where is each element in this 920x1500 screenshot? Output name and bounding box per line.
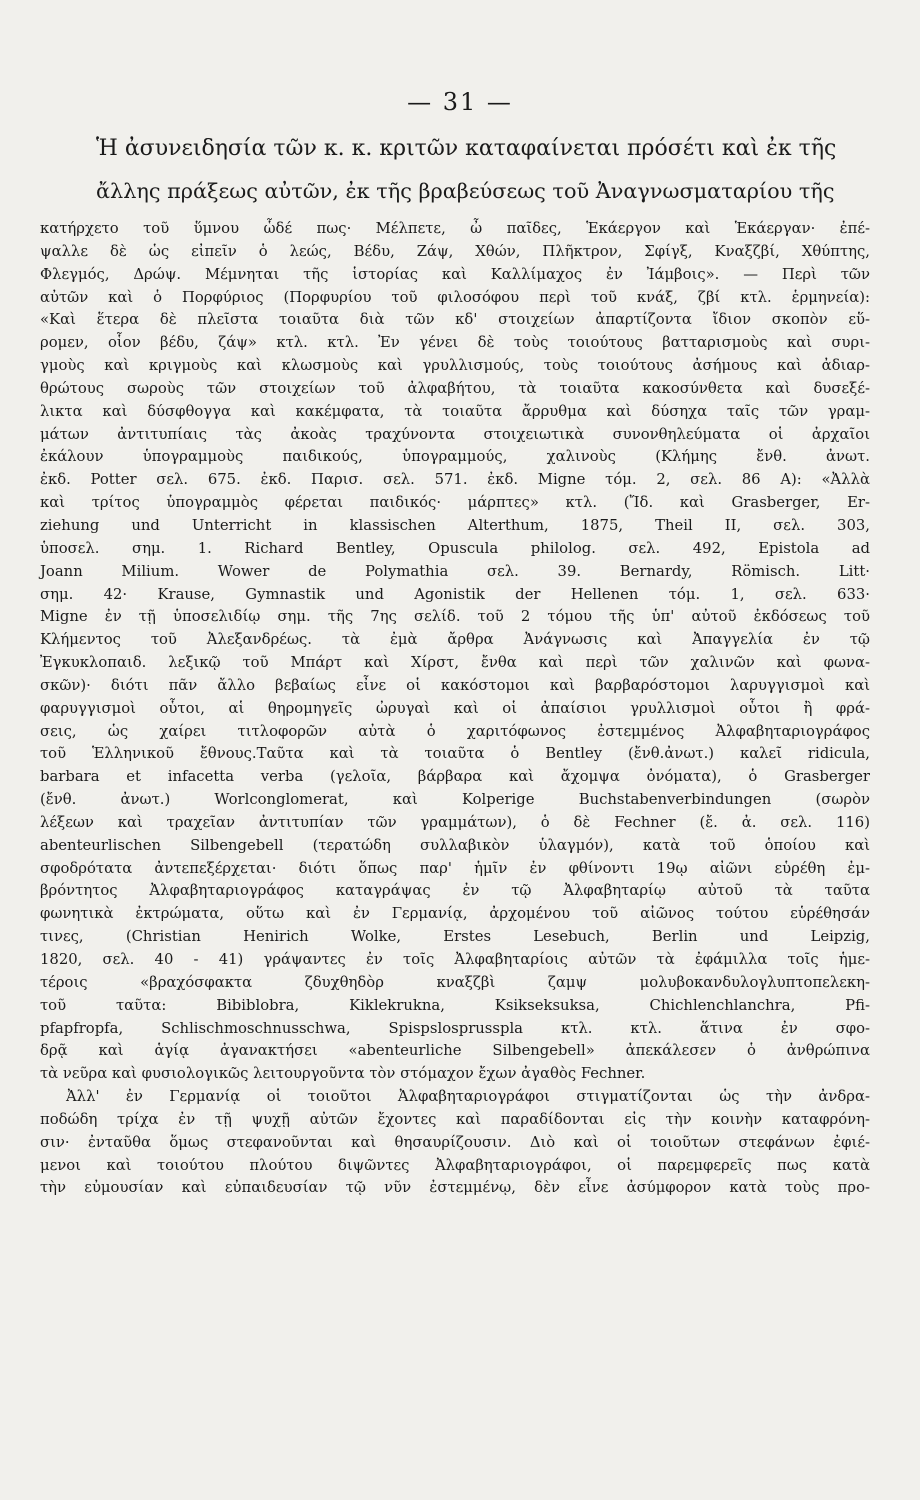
footnote-line: φαρυγγισμοὶ οὗτοι, αἱ θηρομηγεῖς ὠρυγαὶ καὶ οἱ ἀπαίσιοι γρυλλισμοὶ οὗτοι ἢ φρά- (40, 699, 870, 717)
footnote-line: barbara et infacetta verba (γελοῖα, βάρβαρα καὶ ἄχομψα ὀνόματα), ὁ Grasberger (40, 768, 870, 786)
footnote-line: λικτα καὶ δύσφθογγα καὶ κακέμφατα, τὰ τοιαῦτα ἄρρυθμα καὶ δύσηχα ταῖς τῶν γραμ- (40, 402, 870, 420)
footnote-line: τέροις «βραχόσφακτα ζδυχθηδὸρ κναξζβὶ ζαμψ μολυβοκανδυλογλυπτοπελεκη- (40, 973, 870, 991)
main-text-line: ἄλλης πράξεως αὐτῶν, ἐκ τῆς βραβεύσεως τοῦ Ἀναγνωσματαρίου τῆς (96, 179, 835, 203)
footnote-line: σιν· ἐνταῦθα ὅμως στεφανοῦνται καὶ θησαυρίζουσιν. Διὸ καὶ οἱ τοιοῦτων στεφάνων ἐφιέ- (40, 1133, 870, 1151)
footnote-line: pfapfropfa, Schlischmoschnusschwa, Spispslosprusspla κτλ. κτλ. ἅτινα ἐν σφο- (40, 1019, 870, 1037)
footnote-line: γμοὺς καὶ κριγμοὺς καὶ κλωσμοὺς καὶ γρυλλισμούς, τοὺς τοιούτους ἀσήμους καὶ ἀδιαρ- (40, 357, 870, 375)
footnote-line: ποδώδη τρίχα ἐν τῇ ψυχῇ αὐτῶν ἔχοντες καὶ παραδίδονται εἰς τὴν κοινὴν καταφρόνη- (40, 1110, 870, 1128)
footnote-line: Migne ἐν τῇ ὑποσελιδίῳ σημ. τῆς 7ης σελίδ. τοῦ 2 τόμου τῆς ὑπ' αὐτοῦ ἐκδόσεως τοῦ (40, 608, 870, 626)
footnote-line: σεις, ὡς χαίρει τιτλοφορῶν αὐτὰ ὁ χαριτόφωνος ἐστεμμένος Ἀλφαβηταριογράφος (40, 722, 870, 740)
footnote-line: τοῦ ταῦτα: Bibiblobra, Kiklekrukna, Ksikseksuksa, Chichlenchlanchra, Pfi- (40, 996, 870, 1014)
footnote-line: φωνητικὰ ἐκτρώματα, οὕτω καὶ ἐν Γερμανίᾳ, ἀρχομένου τοῦ αἰῶνος τούτου εὑρέθησάν (40, 905, 870, 923)
footnote-line: μάτων ἀντιτυπίαις τὰς ἀκοὰς τραχύνοντα στοιχειωτικὰ συνονθηλεύματα οἱ ἀρχαῖοι (40, 425, 870, 443)
footnote-line: Ἀλλ' ἐν Γερμανίᾳ οἱ τοιοῦτοι Ἀλφαβηταριογράφοι στιγματίζονται ὡς τὴν ἀνδρα- (66, 1088, 870, 1106)
footnote-line: τοῦ Ἑλληνικοῦ ἔθνους.Ταῦτα καὶ τὰ τοιαῦτα ὁ Bentley (ἔνθ.ἀνωτ.) καλεῖ ridicula, (40, 745, 870, 763)
footnote-line: κατήρχετο τοῦ ὕμνου ὧδέ πως· Μέλπετε, ὦ παῖδες, Ἑκάεργον καὶ Ἑκάεργαν· ἐπέ- (40, 220, 870, 237)
page-number: — 31 — (407, 88, 513, 116)
footnote-line: δρᾷ καὶ ἁγίᾳ ἀγανακτήσει «abenteurliche Silbengebell» ἀπεκάλεσεν ὁ ἀνθρώπινα (40, 1042, 870, 1060)
footnote-line: ὑποσελ. σημ. 1. Richard Bentley, Opuscula philolog. σελ. 492, Epistola ad (40, 539, 870, 557)
footnote-line: ψαλλε δὲ ὡς εἰπεῖν ὁ λεώς, Βέδυ, Ζάψ, Χθών, Πλῆκτρον, Σφίγξ, Κναξζβί, Χθύπτης, (40, 242, 870, 260)
footnote-line: μενοι καὶ τοιούτου πλούτου διψῶντες Ἀλφαβηταριογράφοι, οἱ παρεμφερεῖς πως κατὰ (40, 1156, 870, 1174)
footnote-line: θρώτους σωροὺς τῶν στοιχείων τοῦ ἀλφαβήτου, τὰ τοιαῦτα κακοσύνθετα καὶ δυσεξέ- (40, 379, 870, 397)
footnote-line: σκῶν)· διότι πᾶν ἄλλο βεβαίως εἶνε οἱ κακόστομοι καὶ βαρβαρόστομοι λαρυγγισμοὶ καὶ (40, 676, 870, 694)
footnote-line: τὰ νεῦρα καὶ φυσιολογικῶς λειτουργοῦντα τὸν στόμαχον ἔχων ἀγαθὸς Fechner. (40, 1065, 646, 1083)
footnote-line: ἐκδ. Potter σελ. 675. ἐκδ. Παρισ. σελ. 571. ἐκδ. Migne τόμ. 2, σελ. 86 Α): «Ἀλλὰ (40, 471, 870, 489)
footnote-line: «Καὶ ἕτερα δὲ πλεῖστα τοιαῦτα διὰ τῶν κδ' στοιχείων ἀπαρτίζοντα ἴδιον σκοπὸν εὕ- (40, 311, 870, 329)
main-text-line: Ἡ ἀσυνειδησία τῶν κ. κ. κριτῶν καταφαίνεται πρόσέτι καὶ ἐκ τῆς (96, 136, 837, 161)
footnote-line: τινες, (Christian Henirich Wolke, Erstes Lesebuch, Berlin und Leipzig, (40, 928, 870, 946)
footnote-line: ziehung und Unterricht in klassischen Alterthum, 1875, Theil II, σελ. 303, (40, 516, 870, 534)
footnote-line: (ἔνθ. ἀνωτ.) Worlconglomerat, καὶ Kolperige Buchstabenverbindungen (σωρὸν (40, 791, 870, 809)
footnote-line: ἐκάλουν ὑπογραμμοὺς παιδικούς, ὑπογραμμούς, χαλινοὺς (Κλήμης ἔνθ. ἀνωτ. (40, 448, 870, 466)
footnote-line: 1820, σελ. 40 - 41) γράψαντες ἐν τοῖς Ἀλφαβηταρίοις αὐτῶν τὰ ἐφάμιλλα τοῖς ἡμε- (40, 951, 870, 968)
footnote-line: abenteurlischen Silbengebell (τερατώδη συλλαβικὸν ὑλαγμόν), κατὰ τοῦ ὁποίου καὶ (40, 836, 870, 854)
main-text (96, 128, 836, 212)
footnote-line: αὐτῶν καὶ ὁ Πορφύριος (Πορφυρίου τοῦ φιλοσόφου περὶ τοῦ κνάξ, ζβί κτλ. ἑρμηνεία): (40, 288, 870, 306)
footnote-line: καὶ τρίτος ὑπογραμμὸς φέρεται παιδικός· μάρπτες» κτλ. (Ἴδ. καὶ Grasberger, Er- (40, 494, 870, 512)
footnote-line: τὴν εὐμουσίαν καὶ εὐπαιδευσίαν τῷ νῦν ἐστεμμένῳ, δὲν εἶνε ἀσύμφορον κατὰ τοὺς προ- (40, 1179, 870, 1197)
footnote-line: Φλεγμός, Δρώψ. Μέμνηται τῆς ἱστορίας καὶ Καλλίμαχος ἐν Ἰάμβοις». — Περὶ τῶν (40, 265, 870, 283)
footnote-line: Joann Milium. Wower de Polymathia σελ. 39. Bernardy, Römisch. Litt· (40, 562, 870, 580)
footnote-line: λέξεων καὶ τραχεῖαν ἀντιτυπίαν τῶν γραμμάτων), ὁ δὲ Fechner (ἔ. ἀ. σελ. 116) (40, 813, 870, 831)
footnote-line: σημ. 42· Krause, Gymnastik und Agonistik der Hellenen τόμ. 1, σελ. 633· (40, 585, 870, 603)
footnote-line: Ἐγκυκλοπαιδ. λεξικῷ τοῦ Μπάρτ καὶ Χίρστ, ἔνθα καὶ περὶ τῶν χαλινῶν καὶ φωνα- (40, 654, 870, 672)
footnote-line: βρόντητος Ἀλφαβηταριογράφος καταγράψας ἐν τῷ Ἀλφαβηταρίῳ αὐτοῦ τὰ ταῦτα (40, 882, 870, 900)
footnote-text (40, 218, 870, 1200)
footnote-line: ρομεν, οἷον βέδυ, ζάψ» κτλ. κτλ. Ἐν γένει δὲ τοὺς τοιούτους βατταρισμοὺς καὶ συρι- (40, 334, 870, 352)
footnote-line: Κλήμεντος τοῦ Ἀλεξανδρέως. τὰ ἐμὰ ἄρθρα Ἀνάγνωσις καὶ Ἀπαγγελία ἐν τῷ (40, 631, 870, 649)
footnote-line: σφοδρότατα ἀντεπεξέρχεται· διότι ὅπως παρ' ἡμῖν ἐν φθίνοντι 19ῳ αἰῶνι εὑρέθη ἐμ- (40, 859, 870, 877)
